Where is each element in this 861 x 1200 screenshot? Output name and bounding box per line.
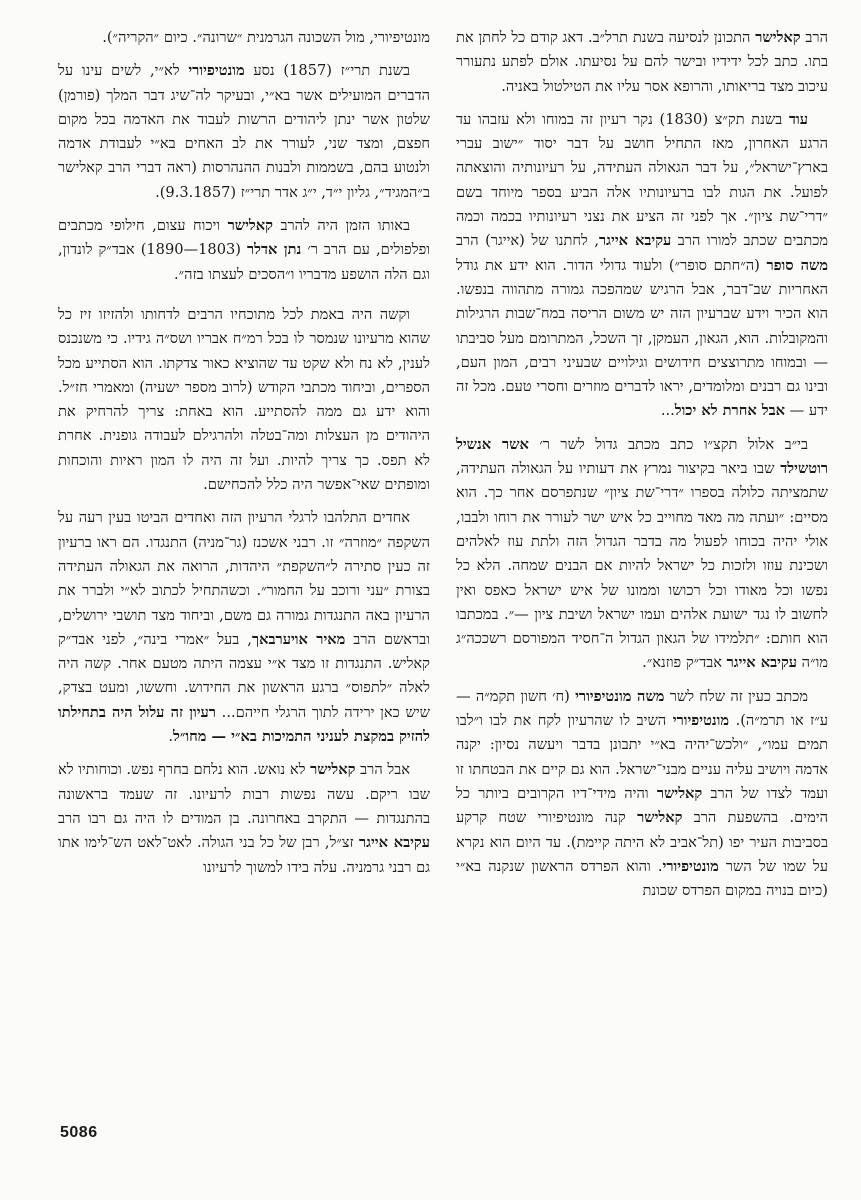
paragraph [456, 433, 828, 676]
bold-name: עוד [788, 110, 808, 128]
text-run: בשנת תרי״ז (1857) נסע [244, 62, 410, 80]
bold-name: מונטיפיורי [672, 712, 730, 730]
paragraph [456, 108, 828, 424]
text-run: מכתב כעין זה שלח לשר [664, 687, 808, 705]
text-run: השיב לו שהרעיון לקח את לבו ו״לבו תמים עמו״, ״ולכש־יהיה בא״י יתבונן בדבר ויעשה נסיון: יקנה אדמה ויושיב עליה עניים מבני־ישראל. הוא גם קיים את הבטחתו זו ועמד לצדו של הרב [456, 712, 828, 802]
bold-name: עקיבא אייגר [358, 834, 430, 852]
text-run: לא נואש. הוא נלחם בחרף נפש. וכוחותיו לא שבו ריקם. עשה נפשות רבות לרעיונו. זה שעמד בראשונה בהתנגדות — התקרב באחרונה. בן המודים לו היה גם רבו הרב [58, 761, 430, 827]
text-run: (ה״חתם סופר״) ולעוד גדולי הדור. הוא ידע את גודל האחריות שב־דבר, אבל הרגיש שמהפכה גמורה מתהווה בנפשו. הוא הכיר וידע שברעיון הזה יש משום הריסה במח־שבות הרגילות והמקובלות. הוא, הגאון, העמקן, זך השכל, המתרומם מעל סביבתו — ובמוחו מתרוצצים חידושים וגילויים שבעיני רבים, המון העם, ובינו גם רבנים ומלומדים, יראו לדברים מוזרים וחסרי טעם. מכל זה ידע — [456, 256, 828, 420]
bold-name: עקיבא אייגר [599, 232, 672, 250]
bold-phrase: רעיון זה עלול היה בתחילתו להזיק במקצת לעניני התמיכות בא״י — מחו״ל [58, 703, 430, 746]
text-run: לא״י, לשים עינו על הדברים המועילים אשר בא״י, ובעיקר לה־שיג דבר המלך (פורמן) שלטון אשר ינתן ליהודים הרשות לעבוד את האדמה בכל מקום חפצם, ומצד שני, לעורר את לב האחים בא״י לעבודת אדמה ולנטוע בהם, בשממות ולבנות ההנהרסות (ראה דברי הרב קאלישר ב״המגיד״, גליון י״ד, י״ג אדר תרי״ז (9.3.1857). [58, 62, 430, 201]
paragraph [58, 303, 430, 497]
bold-name: משה מונטיפיורי [575, 687, 665, 705]
text-run: התכונן לנסיעה בשנת תרל״ב. דאג קודם כל לחתן את בתו. כתב לכל ידידיו ובישר להם על נסיעתו. אולם לפתע נתעורר עיכוב מצד בריאותו, והרופא אסר עליו את הטילטול באניה. [456, 29, 828, 95]
paragraph [58, 506, 430, 749]
paragraph [456, 26, 828, 99]
bold-name: מונטיפיורי [662, 857, 719, 875]
text-run: הרב [800, 29, 828, 46]
bold-name: קאלישר [227, 217, 273, 235]
right-column [456, 26, 828, 912]
text-run: זצ״ל, רבן של כל בני הגולה. לאט־לאט הש־לימו אתו גם רבני גרמניה. עלה בידו למשוך לרעיונו [58, 834, 430, 876]
bold-name: מונטיפיורי [188, 62, 245, 80]
text-run: אחדים התלהבו לרגלי הרעיון הזה ואחדים הביטו בעין רעה על השקפה ״מוזרה״ זו. רבני אשכנז (גר־מניה) התנגדו. הם ראו ברעיון זה כעין סתירה ל״השקפת״ היהדות, הרואה את הגאולה העתידה בצורת ״עני ורוכב על החמור״. וכשהתחיל לכתוב לא״י ולברר את הרעיון באה התנגדות גמורה גם משם, וביחוד מצד תושבי ירושלים, ובראשם הרב [58, 509, 430, 648]
text-run: בי״ב אלול תקצ״ו כתב מכתב גדול לשר ר׳ [528, 435, 809, 453]
text-run: קנה מונטיפיורי שטח קרקע בסביבות העיר יפו (תל־אביב לא היתה קיימת). עד היום הוא נקרא על שמו של השר [456, 809, 828, 875]
text-run: אבל הרב [355, 761, 410, 779]
paragraph [456, 685, 828, 904]
paragraph [58, 59, 430, 205]
text-run: והיה מידי־דיו הקרובים ביותר כל הימים. בהשפעת הרב [456, 784, 828, 827]
bold-name: קאלישר [637, 809, 683, 827]
page-number: 5086 [60, 1124, 98, 1141]
bold-name: נתן אדלר [247, 241, 302, 259]
paragraph [58, 26, 430, 50]
text-run: , לחתנו של (אייגר) הרב [456, 232, 600, 250]
text-run: . [168, 728, 174, 746]
text-run: (1803—1890) אבד״ק לונדון, וגם הלה הושפע מדבריו ו״הסכים לעצתו בזה״. [58, 241, 430, 283]
bold-name: קאלישר [755, 29, 801, 46]
text-run: מונטיפיורי, מול השכונה הגרמנית ״שרונה״. כיום ״הקריה״). [102, 29, 430, 46]
text-run: שבו ביאר בקיצור נמרץ את דעותיו על הגאולה העתידה, שתמציתה כלולה בספרו ״דרי־שת ציון״ שנתפרסם אחר כך. הוא מסיים: ״ועתה מה מאד מחוייב כל איש ישר לעורר את רוחו ולבבו, אולי יהיה בכוחו לפעול מה בדבר הגדול הזה ולתת עוז לאלהים ושכינת עוזו ולזכות כל ישראל להיות אם הבנים שמחה. הלא כל נפשו וכל מאודו וכל רכושו וממונו של איש ישראל כאפס ואין לחשוב לו נגד ישועת אלהים ועמו ישראל ושיבת ציון —״. במכתבו הוא חותם: ״תלמידו של הגאון הגדול ה־חסיד המפורסם רשככה״ג מו״ה [456, 460, 828, 672]
left-column [58, 26, 430, 889]
bold-name: קאלישר [310, 761, 356, 779]
text-run: בשנת תק״צ (1830) נקר רעיון זה במוחו ולא עזבהו עד הרגע האחרון, מאז התחיל חושב על דבר יסוד ״ישוב עברי בארץ־ישראל״, על דבר הגאולה העתידה, על רעיונותיה והוצאתה לפועל. את הגות לבו ברעיונותיו אלה הביע בספר מיוחד בשם ״דרי־שת ציון״. אך לפני זה הציע את נצני רעיונותיו בכמה וכמה מכתבים שכתב למורו הרב [456, 110, 829, 250]
bold-name: מאיר אויערבאך [251, 630, 346, 648]
paragraph [58, 214, 430, 287]
bold-name: אשר אנשיל רוטשילד [456, 435, 828, 478]
bold-name: אבל אחרת לא יכול [674, 402, 786, 420]
text-run: (ח׳ חשון תקמ״ה — ע״ז או תרמ״ה). [456, 687, 828, 730]
text-run: וקשה היה באמת לכל מתוכחיו הרבים לדחותו ולהזיזו זיז כל שהוא מרעיונו שנמסר לו בכל רמ״ח אבריו ושס״ה גידיו. כי משנכנס לענין, לא נח ולא שקט עד שהוציא כאור צדקתו. הוא הסתייע מכל הספרים, וביחוד מכתבי הקודש (לרוב מספר ישעיה) ומאמרי חז״ל. והוא ידע גם ממה להסתייע. הוא באחת: צריך להרחיק את היהודים מן העצלות ומה־בטלה ולהרגילם לעבודה גופנית. אחרת לא תפס. כך צריך להיות. ועל זה היה לו המון ראיות והוכחות ומופתים שאי־אפשר היה כלל להכחישם. [58, 305, 430, 494]
bold-name: עקיבא אייגר [726, 654, 798, 672]
bold-name: קאלישר [656, 784, 703, 802]
bold-name: משה סופר [766, 256, 828, 274]
text-run: . והוא הפרדס הראשון שנקנה בא״י (כיום בנויה במקום הפרדס שכונת [456, 857, 828, 900]
paragraph [58, 758, 430, 879]
text-run: , בעל ״אמרי בינה״, לפני אבד״ק קאליש. התנגדות זו מצד א״י עצמה היתה מטעם אחר. קשה היה לאלה ״לתפוס״ ברגע הראשון את החידוש. וחששו, ומעט בצדק, שיש כאן ירידה לתוך הרגלי חייהם... [58, 630, 430, 721]
text-run: באותו הזמן היה להרב [272, 217, 410, 235]
text-run: ויכוח עצום, חילופי מכתבים ופלפולים, עם הרב ר׳ [58, 217, 430, 259]
text-run: אבד״ק פוזנא״. [642, 654, 727, 672]
text-run: ... [660, 402, 675, 420]
